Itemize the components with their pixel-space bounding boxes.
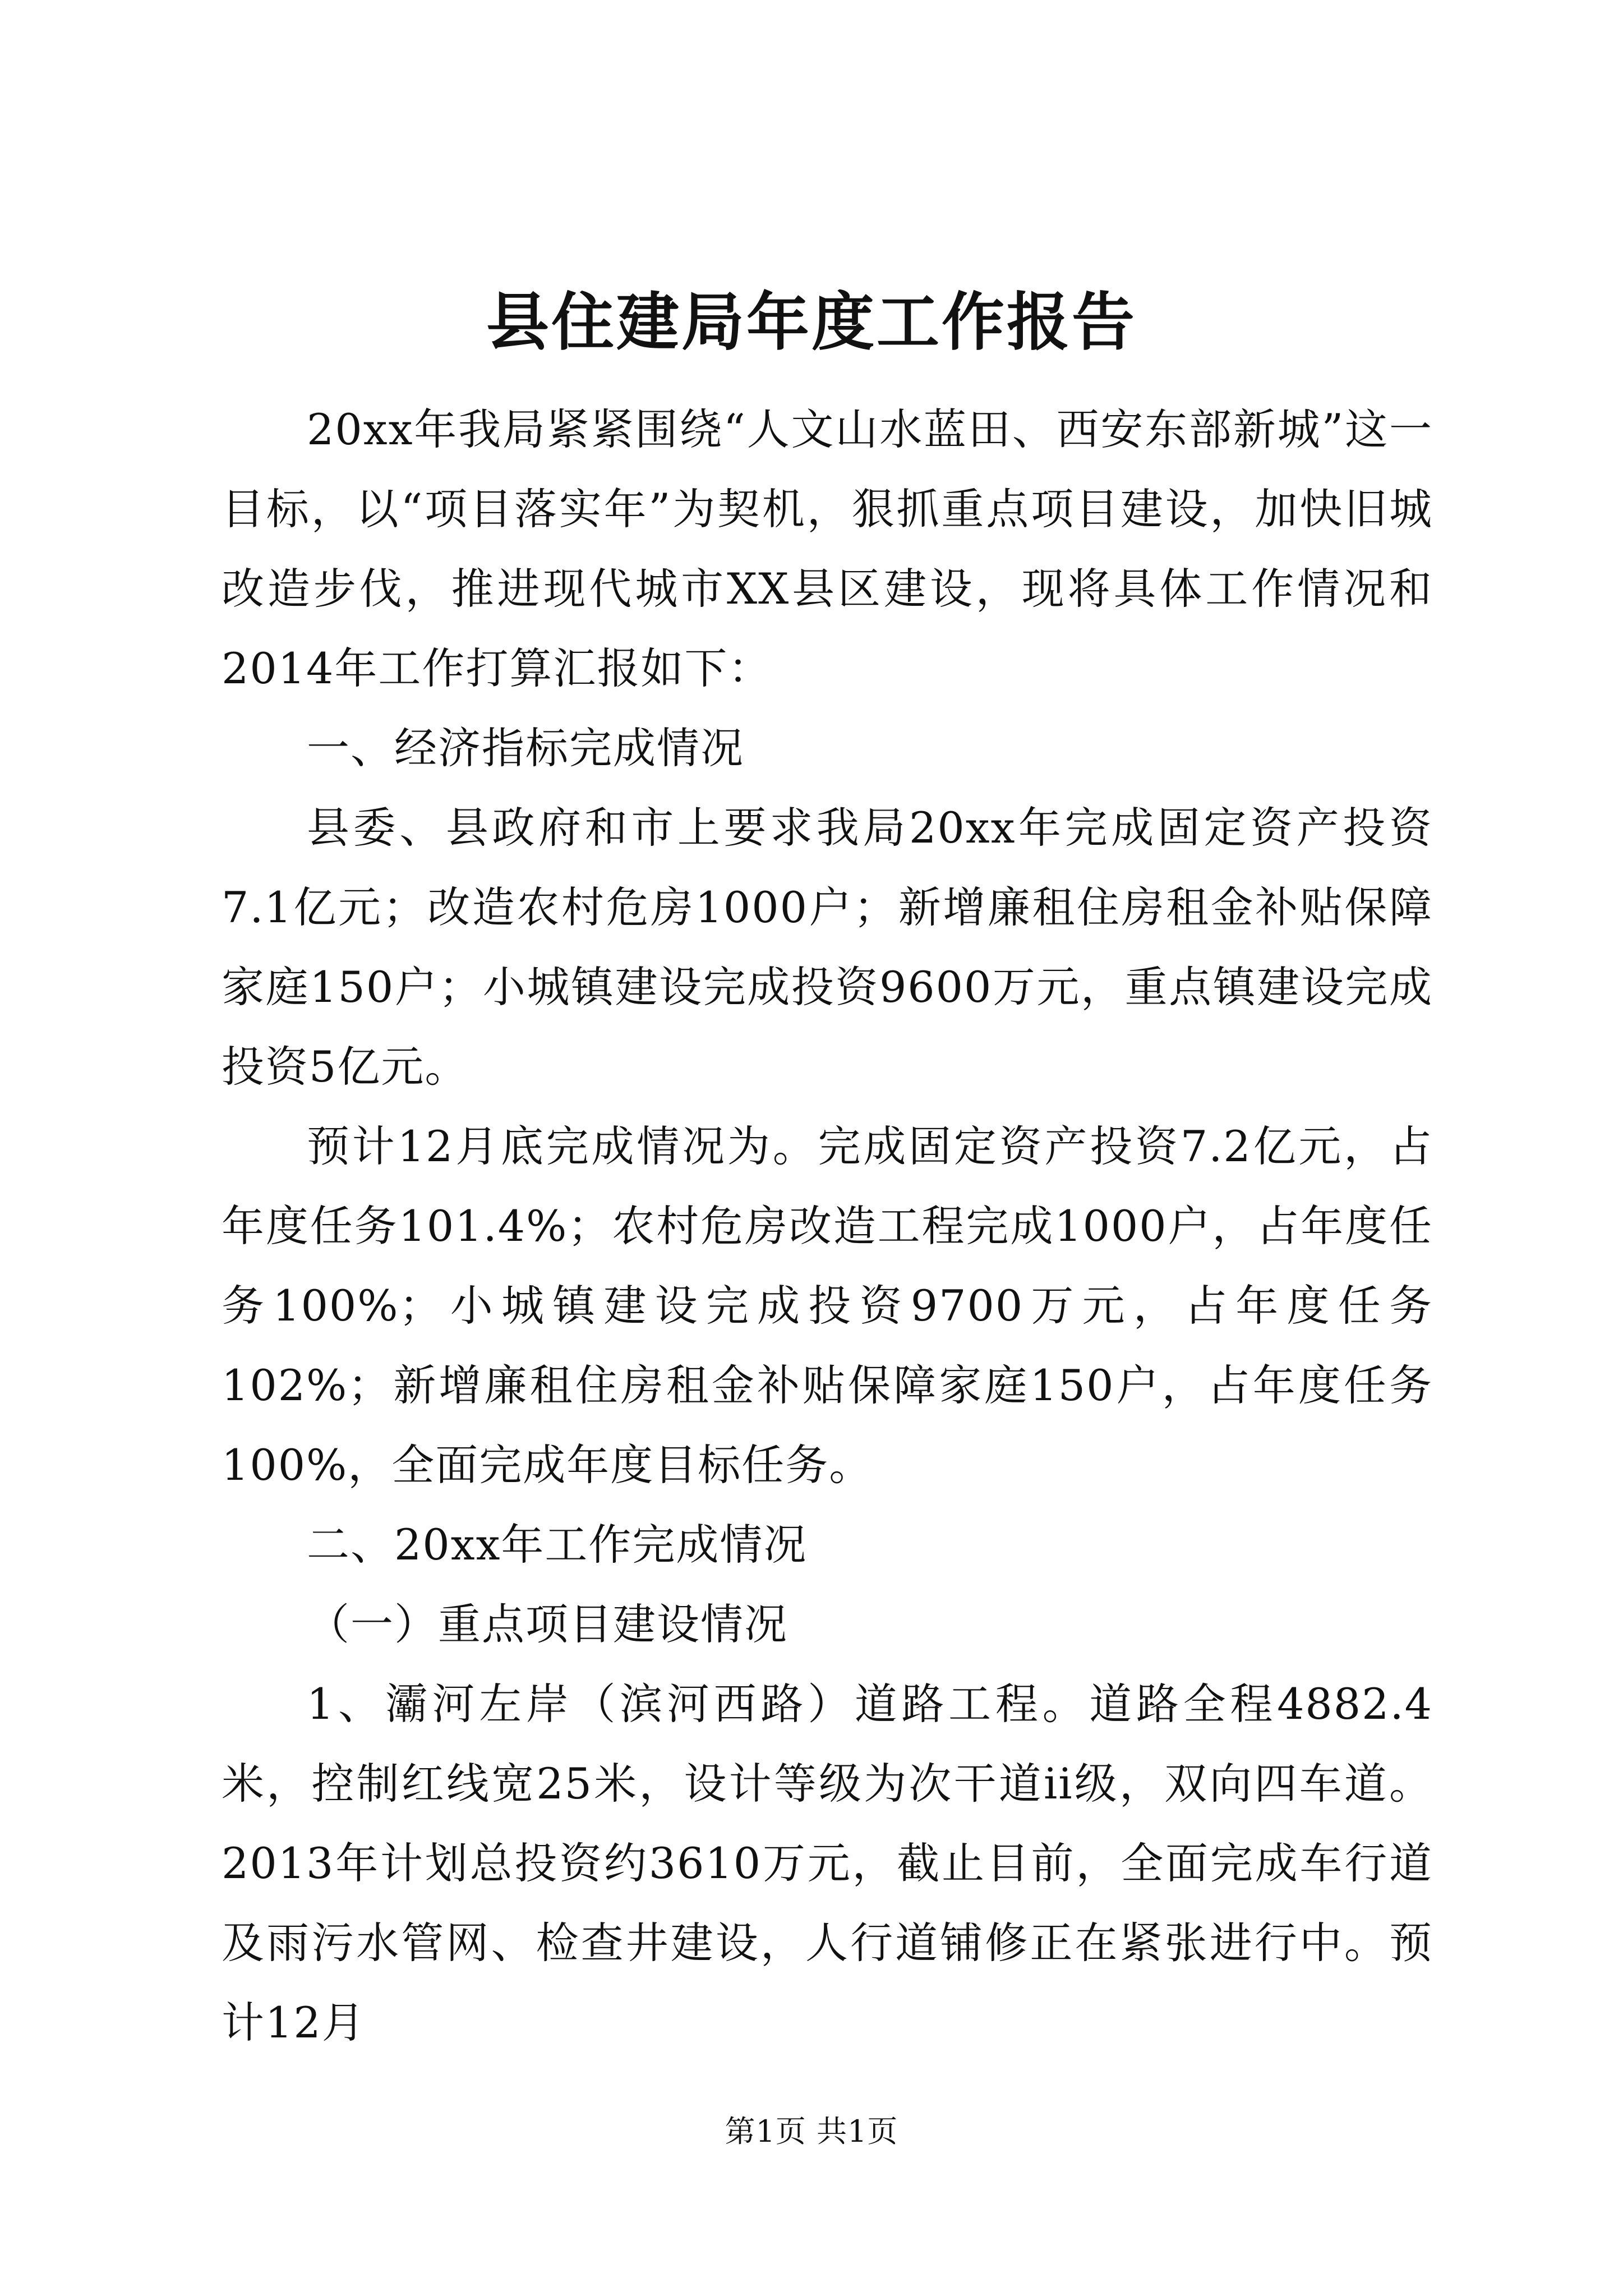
heading-work-completion: 二、20xx年工作完成情况 [307, 1520, 808, 1570]
page-footer: 第1页 共1页 [725, 2114, 898, 2149]
document-title: 县住建局年度工作报告 [486, 286, 1137, 359]
paragraph-project-1: 1、灞河左岸（滨河西路）道路工程。道路全程4882.4米，控制红线宽25米，设计等级为次干道ii级，双向四车道。2013年计划总投资约3610万元，截止目前，全面完成车行道及雨污水管网、检查井建设，人行道铺修正在紧张进行中。预计12月 [222, 1679, 1433, 2047]
heading-economic-indicators: 一、经济指标完成情况 [307, 723, 744, 773]
subheading-key-projects: （一）重点项目建设情况 [307, 1599, 788, 1649]
paragraph-completion: 预计12月底完成情况为。完成固定资产投资7.2亿元，占年度任务101.4%；农村危房改造工程完成1000户，占年度任务100%；小城镇建设完成投资9700万元，占年度任务102%；新增廉租住房租金补贴保障家庭150户，占年度任务100%，全面完成年度目标任务。 [222, 1121, 1433, 1490]
paragraph-intro: 20xx年我局紧紧围绕“人文山水蓝田、西安东部新城”这一目标，以“项目落实年”为契机，狠抓重点项目建设，加快旧城改造步伐，推进现代城市XX县区建设，现将具体工作情况和2014年工作打算汇报如下： [222, 404, 1433, 693]
paragraph-targets: 县委、县政府和市上要求我局20xx年完成固定资产投资7.1亿元；改造农村危房1000户；新增廉租住房租金补贴保障家庭150户；小城镇建设完成投资9600万元，重点镇建设完成投资5亿元。 [222, 803, 1433, 1092]
document-body [222, 390, 1433, 2063]
